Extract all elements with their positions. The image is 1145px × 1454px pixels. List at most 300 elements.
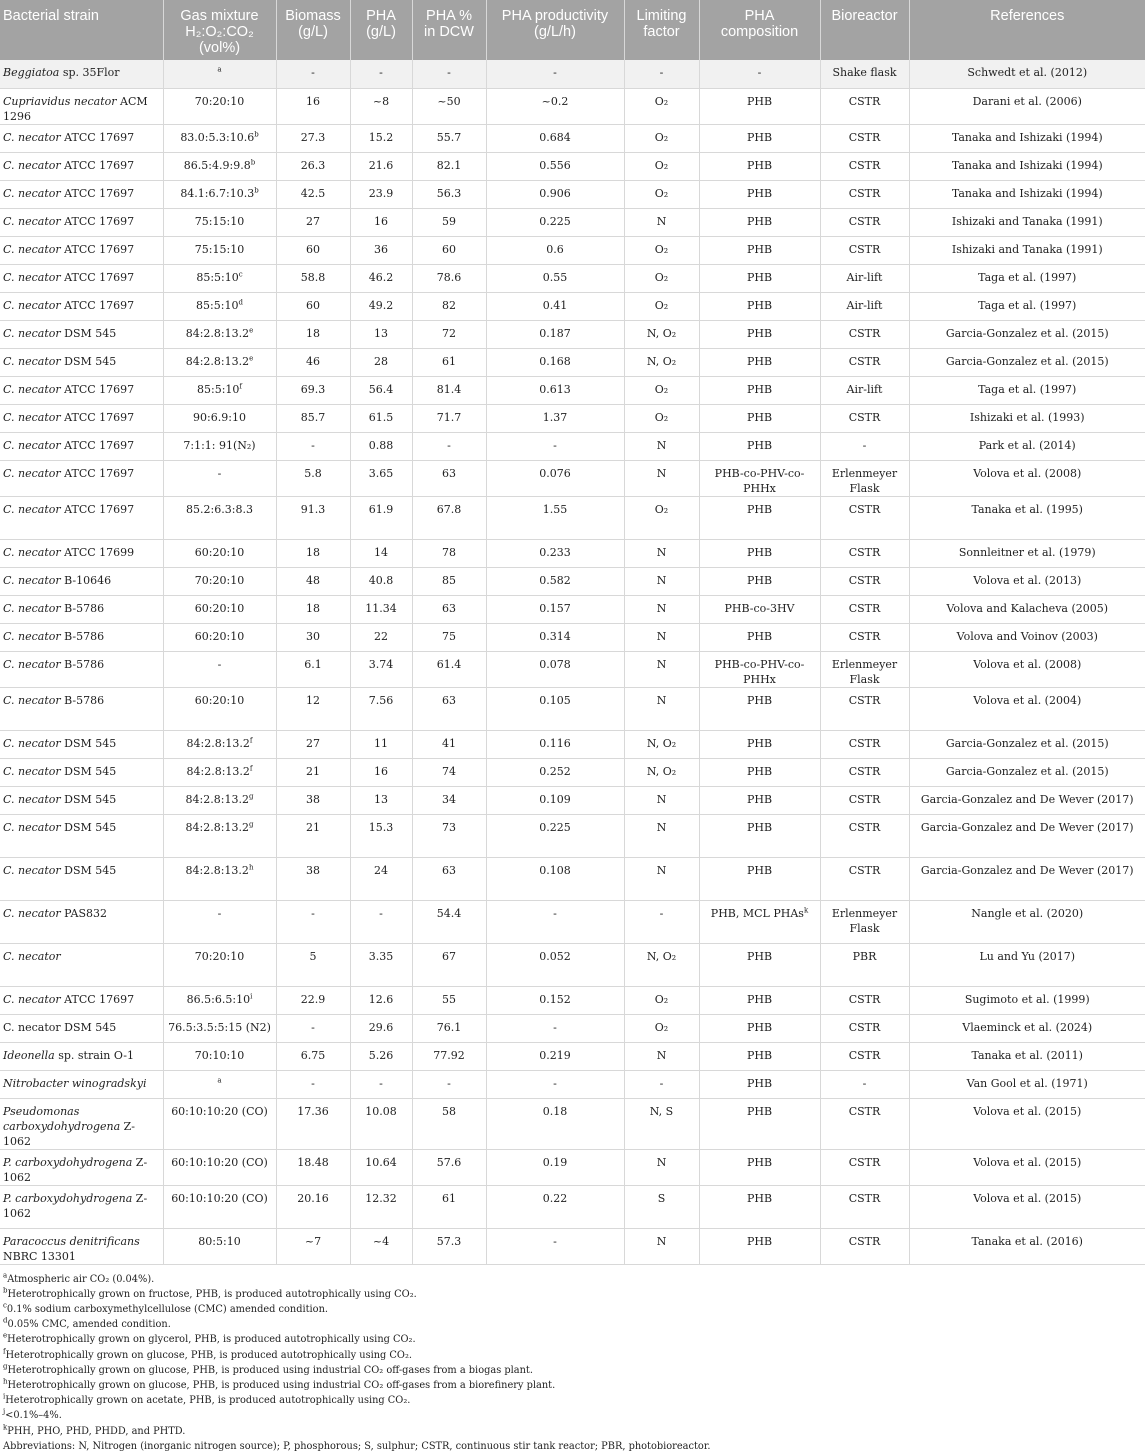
cell-pha-composition	[699, 595, 820, 623]
strain-genus: C. necator	[3, 792, 61, 806]
cell-limiting-factor: N	[624, 1042, 699, 1070]
cell-strain	[0, 814, 163, 857]
cell-pha-productivity: 0.233	[486, 539, 624, 567]
strain-genus: Cupriavidus necator	[3, 94, 117, 108]
table-row	[0, 180, 1145, 208]
cell-gas-mixture	[163, 814, 276, 857]
composition-value: PHB	[746, 438, 773, 452]
strain-genus: Ideonella	[3, 1048, 55, 1062]
composition-value: PHB	[746, 863, 773, 877]
cell-reference: Garcia-Gonzalez et al. (2015)	[909, 730, 1145, 758]
cell-gas-mixture	[163, 348, 276, 376]
strain-genus: C. necator	[3, 158, 61, 172]
cell-biomass: 18	[276, 595, 350, 623]
gas-value: 60:10:10:20 (CO)	[171, 1191, 268, 1205]
composition-value: PHB	[746, 158, 773, 172]
gas-value: 60:10:10:20 (CO)	[171, 1104, 268, 1118]
table-row	[0, 986, 1145, 1014]
cell-gas-mixture	[163, 1149, 276, 1185]
cell-gas-mixture	[163, 292, 276, 320]
composition-footnote-mark: k	[803, 905, 809, 914]
cell-pha-percent: -	[412, 1070, 486, 1098]
composition-value: PHB	[746, 949, 773, 963]
cell-bioreactor: CSTR	[820, 152, 909, 180]
cell-gas-mixture	[163, 900, 276, 943]
table-row	[0, 376, 1145, 404]
cell-gas-mixture	[163, 730, 276, 758]
table-row	[0, 1185, 1145, 1228]
cell-limiting-factor: O₂	[624, 264, 699, 292]
cell-reference: Tanaka et al. (2016)	[909, 1228, 1145, 1264]
cell-pha-composition	[699, 1014, 820, 1042]
composition-value: PHB	[746, 410, 773, 424]
strain-id: ATCC 17697	[60, 242, 135, 256]
table-row	[0, 208, 1145, 236]
cell-biomass: 30	[276, 623, 350, 651]
cell-pha: 29.6	[350, 1014, 412, 1042]
strain-genus: C. necator	[3, 629, 61, 643]
cell-gas-mixture	[163, 180, 276, 208]
cell-reference: Nangle et al. (2020)	[909, 900, 1145, 943]
cell-limiting-factor: N	[624, 651, 699, 687]
composition-value: PHB	[746, 354, 773, 368]
gas-footnote-mark: a	[217, 1075, 222, 1084]
strain-genus: C. necator	[3, 242, 61, 256]
footnote-text: Atmospheric air CO₂ (0.04%).	[7, 1273, 155, 1285]
cell-bioreactor: CSTR	[820, 814, 909, 857]
cell-pha-composition	[699, 1070, 820, 1098]
cell-limiting-factor: -	[624, 900, 699, 943]
cell-strain	[0, 124, 163, 152]
composition-value: PHB	[746, 736, 773, 750]
cell-bioreactor: CSTR	[820, 208, 909, 236]
cell-pha-composition	[699, 687, 820, 730]
table-row	[0, 152, 1145, 180]
strain-genus: C. necator	[3, 863, 61, 877]
cell-pha-composition	[699, 1042, 820, 1070]
footnote	[3, 1272, 1142, 1287]
cell-bioreactor: CSTR	[820, 348, 909, 376]
strain-id: Z-1062	[3, 1155, 148, 1184]
cell-gas-mixture	[163, 320, 276, 348]
footnote-text: 0.1% sodium carboxymethylcellulose (CMC) amended condition.	[6, 1303, 329, 1315]
cell-limiting-factor: O₂	[624, 986, 699, 1014]
cell-pha: 11	[350, 730, 412, 758]
cell-limiting-factor: N	[624, 857, 699, 900]
cell-pha-productivity: 0.19	[486, 1149, 624, 1185]
strain-id: sp. strain O-1	[54, 1048, 135, 1062]
cell-bioreactor: CSTR	[820, 986, 909, 1014]
cell-reference: Garcia-Gonzalez and De Wever (2017)	[909, 786, 1145, 814]
strain-genus: C. necator	[3, 186, 61, 200]
cell-gas-mixture	[163, 943, 276, 986]
strain-id: Z-1062	[3, 1119, 135, 1148]
strain-id: ATCC 17697	[60, 130, 135, 144]
cell-biomass: 27	[276, 730, 350, 758]
cell-pha: 49.2	[350, 292, 412, 320]
cell-gas-mixture	[163, 152, 276, 180]
table-body	[0, 60, 1145, 1264]
strain-genus: Paracoccus denitrificans	[3, 1234, 140, 1248]
cell-biomass: 69.3	[276, 376, 350, 404]
strain-genus: C. necator	[3, 601, 61, 615]
strain-genus: C. necator	[3, 298, 61, 312]
cell-biomass: 21	[276, 758, 350, 786]
footnote	[3, 1287, 1142, 1302]
cell-limiting-factor: N, O₂	[624, 730, 699, 758]
cell-limiting-factor: N	[624, 687, 699, 730]
cell-pha-productivity: 0.252	[486, 758, 624, 786]
strain-genus: Beggiatoa	[3, 66, 60, 79]
cell-bioreactor: Air-lift	[820, 292, 909, 320]
cell-pha: 7.56	[350, 687, 412, 730]
cell-pha-percent: 55.7	[412, 124, 486, 152]
footnote-text: 0.05% CMC, amended condition.	[7, 1319, 171, 1331]
cell-pha-composition	[699, 404, 820, 432]
gas-value: 83.0:5.3:10.6	[180, 130, 255, 144]
cell-strain	[0, 376, 163, 404]
cell-pha: 10.08	[350, 1098, 412, 1149]
composition-value: PHB	[746, 214, 773, 228]
cell-bioreactor: Erlenmeyer Flask	[820, 460, 909, 496]
cell-limiting-factor: N	[624, 814, 699, 857]
cell-pha: 28	[350, 348, 412, 376]
cell-biomass: 5.8	[276, 460, 350, 496]
table-row	[0, 1070, 1145, 1098]
cell-biomass: 18.48	[276, 1149, 350, 1185]
cell-limiting-factor: N	[624, 1228, 699, 1264]
cell-pha-composition	[699, 900, 820, 943]
strain-genus: C. necator	[3, 657, 61, 671]
cell-bioreactor: Erlenmeyer Flask	[820, 651, 909, 687]
cell-pha-productivity: 0.109	[486, 786, 624, 814]
cell-gas-mixture	[163, 758, 276, 786]
cell-pha: 21.6	[350, 152, 412, 180]
cell-pha-composition	[699, 432, 820, 460]
cell-pha-productivity: -	[486, 1014, 624, 1042]
strain-id: DSM 545	[60, 820, 117, 834]
strain-id: DSM 545	[60, 792, 117, 806]
cell-strain	[0, 88, 163, 124]
cell-gas-mixture	[163, 623, 276, 651]
cell-pha-composition	[699, 460, 820, 496]
footnote-text: Heterotrophically grown on glucose, PHB, is produced using industrial CO₂ off-gases from a biorefinery plant.	[7, 1379, 556, 1391]
footnote-text: Heterotrophically grown on glucose, PHB, is produced using industrial CO₂ off-gases from a biogas plant.	[7, 1364, 533, 1376]
cell-gas-mixture	[163, 595, 276, 623]
cell-pha: 36	[350, 236, 412, 264]
cell-pha-productivity: 1.55	[486, 496, 624, 539]
cell-biomass: 38	[276, 786, 350, 814]
cell-pha: 3.74	[350, 651, 412, 687]
cell-pha-productivity: 0.078	[486, 651, 624, 687]
cell-gas-mixture	[163, 264, 276, 292]
cell-pha-composition	[699, 1228, 820, 1264]
cell-gas-mixture	[163, 1042, 276, 1070]
footnotes	[0, 1265, 1145, 1454]
cell-bioreactor: CSTR	[820, 236, 909, 264]
cell-pha: 23.9	[350, 180, 412, 208]
strain-id: B-5786	[60, 629, 105, 643]
footnote-mark: a	[3, 1271, 8, 1280]
gas-value: 60:20:10	[194, 601, 245, 615]
cell-gas-mixture	[163, 567, 276, 595]
gas-value: 84:2.8:13.2	[185, 354, 250, 368]
footnote-mark: k	[3, 1423, 8, 1432]
cell-gas-mixture	[163, 88, 276, 124]
composition-value: PHB	[746, 545, 773, 559]
footnote	[3, 1408, 1142, 1423]
cell-limiting-factor: N	[624, 432, 699, 460]
composition-value: PHB	[746, 1048, 773, 1062]
table-row	[0, 88, 1145, 124]
gas-footnote-mark: a	[217, 65, 222, 74]
strain-genus: C. necator	[3, 906, 61, 920]
composition-value: PHB	[746, 1155, 773, 1169]
cell-bioreactor: CSTR	[820, 1185, 909, 1228]
cell-pha: 12.6	[350, 986, 412, 1014]
cell-strain	[0, 1149, 163, 1185]
table-row	[0, 758, 1145, 786]
cell-reference: Sonnleitner et al. (1979)	[909, 539, 1145, 567]
cell-pha-percent: 67.8	[412, 496, 486, 539]
cell-pha-composition	[699, 124, 820, 152]
gas-value: 60:20:10	[194, 693, 245, 707]
cell-pha-composition	[699, 943, 820, 986]
composition-value: PHB	[746, 792, 773, 806]
table-row	[0, 236, 1145, 264]
cell-gas-mixture	[163, 539, 276, 567]
footnote-mark: h	[3, 1377, 8, 1386]
strain-genus: C. necator	[3, 736, 61, 750]
cell-pha-composition	[699, 1098, 820, 1149]
cell-pha-percent: 60	[412, 236, 486, 264]
cell-pha-composition	[699, 730, 820, 758]
cell-pha: 11.34	[350, 595, 412, 623]
cell-reference: Ishizaki and Tanaka (1991)	[909, 236, 1145, 264]
cell-reference: Tanaka et al. (1995)	[909, 496, 1145, 539]
cell-bioreactor: CSTR	[820, 1228, 909, 1264]
strain-genus: C. necator	[3, 949, 61, 963]
cell-limiting-factor: N	[624, 539, 699, 567]
cell-limiting-factor: N	[624, 1149, 699, 1185]
strain-id: B-5786	[60, 693, 105, 707]
cell-limiting-factor: S	[624, 1185, 699, 1228]
gas-footnote-mark: i	[250, 991, 253, 1000]
cell-bioreactor: CSTR	[820, 687, 909, 730]
footnote-mark: f	[3, 1347, 6, 1356]
cell-strain	[0, 1014, 163, 1042]
strain-genus: Nitrobacter winogradskyi	[3, 1076, 147, 1090]
gas-value: 84:2.8:13.2	[185, 863, 249, 877]
table-row	[0, 460, 1145, 496]
cell-reference: Ishizaki et al. (1993)	[909, 404, 1145, 432]
cell-biomass: -	[276, 1070, 350, 1098]
cell-pha-productivity: 0.582	[486, 567, 624, 595]
cell-pha-percent: 57.6	[412, 1149, 486, 1185]
composition-value: PHB	[746, 693, 773, 707]
cell-strain	[0, 786, 163, 814]
cell-reference: Taga et al. (1997)	[909, 292, 1145, 320]
cell-pha-productivity: 0.55	[486, 264, 624, 292]
cell-limiting-factor: N, O₂	[624, 348, 699, 376]
footnote	[3, 1378, 1142, 1393]
cell-reference: Taga et al. (1997)	[909, 376, 1145, 404]
cell-bioreactor: CSTR	[820, 567, 909, 595]
cell-pha-composition	[699, 814, 820, 857]
cell-bioreactor: CSTR	[820, 1149, 909, 1185]
gas-value: 60:10:10:20 (CO)	[171, 1155, 268, 1169]
cell-reference: Garcia-Gonzalez et al. (2015)	[909, 758, 1145, 786]
cell-pha-percent: 71.7	[412, 404, 486, 432]
cell-limiting-factor: N, S	[624, 1098, 699, 1149]
footnote-mark: d	[3, 1316, 8, 1325]
strain-id: ATCC 17697	[60, 502, 135, 516]
header-biomass: Biomass (g/L)	[276, 0, 350, 60]
composition-value: PHB	[746, 298, 773, 312]
cell-gas-mixture	[163, 786, 276, 814]
cell-strain	[0, 1185, 163, 1228]
cell-pha-composition	[699, 264, 820, 292]
cell-pha-composition	[699, 758, 820, 786]
cell-pha-percent: 63	[412, 460, 486, 496]
cell-biomass: 16	[276, 88, 350, 124]
header-gas-mixture: Gas mixture H₂:O₂:CO₂ (vol%)	[163, 0, 276, 60]
cell-pha-percent: 34	[412, 786, 486, 814]
cell-reference: Volova et al. (2015)	[909, 1149, 1145, 1185]
cell-strain	[0, 320, 163, 348]
cell-pha: 16	[350, 758, 412, 786]
gas-value: 75:15:10	[194, 242, 245, 256]
footnote	[3, 1317, 1142, 1332]
gas-value: 75:15:10	[194, 214, 245, 228]
cell-reference: Vlaeminck et al. (2024)	[909, 1014, 1145, 1042]
cell-limiting-factor: N	[624, 595, 699, 623]
table-row	[0, 1149, 1145, 1185]
footnote-mark: g	[3, 1362, 8, 1371]
cell-gas-mixture	[163, 1098, 276, 1149]
cell-pha-percent: -	[412, 432, 486, 460]
cell-bioreactor: CSTR	[820, 180, 909, 208]
strain-id: ATCC 17697	[60, 270, 135, 284]
cell-pha-productivity: 0.168	[486, 348, 624, 376]
table-row	[0, 730, 1145, 758]
cell-pha-productivity: 0.41	[486, 292, 624, 320]
footnote	[3, 1439, 1142, 1454]
gas-value: 86.5:6.5:10	[186, 992, 251, 1006]
strain-genus: C. necator	[3, 130, 61, 144]
cell-pha-productivity: 0.157	[486, 595, 624, 623]
header-pha-productivity: PHA productivity (g/L/h)	[486, 0, 624, 60]
cell-pha-composition	[699, 320, 820, 348]
cell-pha-composition	[699, 786, 820, 814]
gas-value: 84:2.8:13.2	[185, 820, 249, 834]
cell-pha-productivity: 0.22	[486, 1185, 624, 1228]
strain-id: NBRC 13301	[3, 1249, 76, 1263]
cell-strain	[0, 687, 163, 730]
gas-value: 85:5:10	[196, 270, 239, 284]
gas-footnote-mark: b	[254, 185, 259, 194]
cell-pha: 14	[350, 539, 412, 567]
cell-gas-mixture	[163, 404, 276, 432]
cell-strain	[0, 496, 163, 539]
gas-value: 85.2:6.3:8.3	[186, 502, 253, 516]
gas-value: 84:2.8:13.2	[186, 764, 250, 778]
cell-reference: Schwedt et al. (2012)	[909, 60, 1145, 88]
gas-value: -	[217, 906, 222, 920]
cell-limiting-factor: O₂	[624, 1014, 699, 1042]
cell-reference: Tanaka et al. (2011)	[909, 1042, 1145, 1070]
strain-id: ATCC 17697	[60, 298, 135, 312]
cell-strain	[0, 857, 163, 900]
cell-pha: ~8	[350, 88, 412, 124]
cell-pha-composition	[699, 208, 820, 236]
cell-reference: Volova et al. (2015)	[909, 1098, 1145, 1149]
strain-id: DSM 545	[60, 354, 117, 368]
cell-pha-percent: 57.3	[412, 1228, 486, 1264]
gas-value: -	[217, 466, 222, 480]
cell-reference: Lu and Yu (2017)	[909, 943, 1145, 986]
cell-pha-percent: 82	[412, 292, 486, 320]
cell-pha-percent: 73	[412, 814, 486, 857]
strain-genus: C. necator	[3, 502, 61, 516]
cell-gas-mixture	[163, 857, 276, 900]
cell-bioreactor: -	[820, 432, 909, 460]
cell-biomass: -	[276, 432, 350, 460]
cell-pha-productivity: 1.37	[486, 404, 624, 432]
table-row	[0, 567, 1145, 595]
cell-pha-percent: 72	[412, 320, 486, 348]
gas-footnote-mark: f	[249, 763, 253, 772]
cell-pha: 5.26	[350, 1042, 412, 1070]
gas-value: 60:20:10	[194, 545, 245, 559]
composition-value: PHB-co-3HV	[724, 601, 795, 615]
footnote	[3, 1424, 1142, 1439]
cell-pha-percent: 76.1	[412, 1014, 486, 1042]
strain-id: sp. 35Flor	[59, 66, 120, 79]
composition-value: PHB	[746, 382, 773, 396]
strain-id: ATCC 17697	[60, 186, 135, 200]
strain-id: PAS832	[60, 906, 108, 920]
cell-limiting-factor: O₂	[624, 88, 699, 124]
cell-pha-productivity: 0.906	[486, 180, 624, 208]
gas-value: 70:20:10	[194, 573, 245, 587]
cell-pha-percent: 81.4	[412, 376, 486, 404]
strain-id: ACM 1296	[3, 94, 148, 123]
header-pha-composition: PHA composition	[699, 0, 820, 60]
cell-bioreactor: CSTR	[820, 496, 909, 539]
strain-genus: C. necator	[3, 545, 61, 559]
cell-pha-productivity: 0.225	[486, 208, 624, 236]
cell-biomass: -	[276, 900, 350, 943]
cell-pha-composition	[699, 986, 820, 1014]
cell-pha: 13	[350, 786, 412, 814]
cell-pha-percent: 59	[412, 208, 486, 236]
strain-genus: C. necator	[3, 992, 61, 1006]
strain-genus: C. necator	[3, 438, 61, 452]
strain-id: B-10646	[60, 573, 112, 587]
cell-gas-mixture	[163, 1070, 276, 1098]
cell-bioreactor: CSTR	[820, 320, 909, 348]
cell-pha-productivity: 0.187	[486, 320, 624, 348]
composition-value: PHB-co-PHV-co-PHHx	[714, 657, 805, 686]
cell-reference: Volova and Voinov (2003)	[909, 623, 1145, 651]
table-row	[0, 623, 1145, 651]
cell-biomass: 58.8	[276, 264, 350, 292]
header-row	[0, 0, 1145, 60]
gas-value: 80:5:10	[198, 1234, 241, 1248]
cell-reference: Darani et al. (2006)	[909, 88, 1145, 124]
gas-value: 85:5:10	[197, 382, 240, 396]
